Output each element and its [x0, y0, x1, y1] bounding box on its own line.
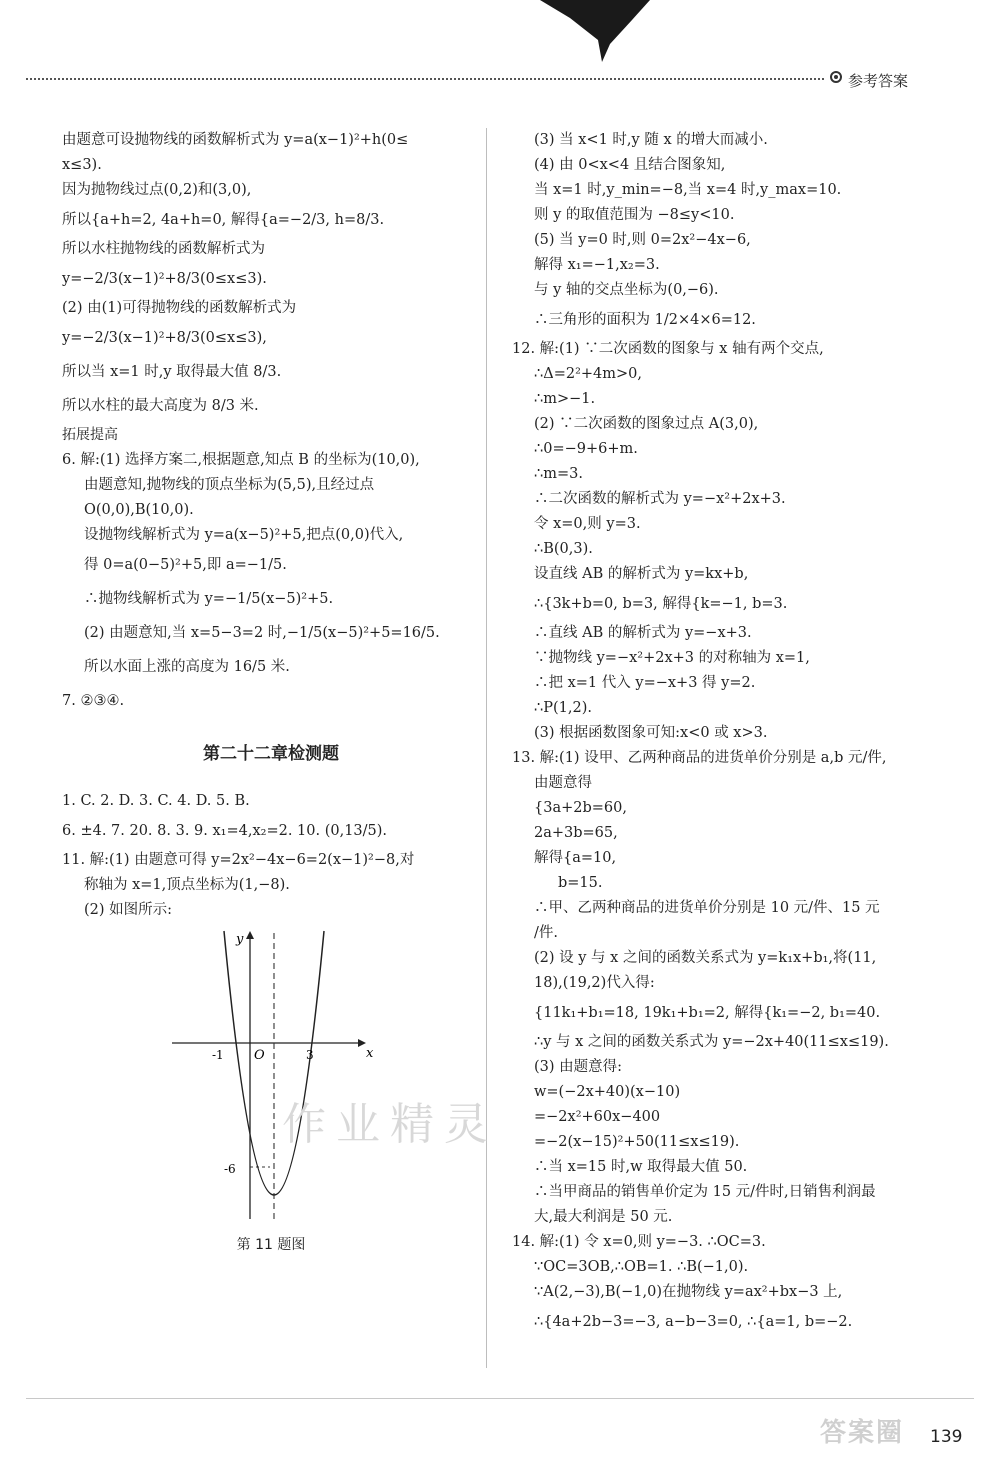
text-line: (3) 由题意得:	[534, 1059, 623, 1075]
text-line: 因为抛物线过点(0,2)和(3,0),	[62, 182, 252, 198]
text-line: (2) 由题意知,当 x=5−3=2 时,−1/5(x−5)²+5=16/5.	[84, 625, 440, 641]
text-line: ∵抛物线 y=−x²+2x+3 的对称轴为 x=1,	[534, 650, 810, 666]
text-line: 2a+3b=65,	[534, 825, 618, 841]
text-line: {11k₁+b₁=18, 19k₁+b₁=2, 解得{k₁=−2, b₁=40.	[534, 1005, 881, 1021]
text-line: y=−2/3(x−1)²+8/3(0≤x≤3).	[62, 271, 267, 287]
watermark-text: 作业精灵	[282, 1099, 498, 1150]
text-line: ∴抛物线解析式为 y=−1/5(x−5)²+5.	[84, 591, 334, 607]
text-line: 则 y 的取值范围为 −8≤y<10.	[534, 207, 735, 223]
text-line: 6. 解:(1) 选择方案二,根据题意,知点 B 的坐标为(10,0),	[62, 452, 420, 468]
text-line: 1. C. 2. D. 3. C. 4. D. 5. B.	[62, 793, 250, 809]
text-line: ∴{4a+2b−3=−3, a−b−3=0, ∴{a=1, b=−2.	[534, 1314, 853, 1330]
text-line: 18),(19,2)代入得:	[534, 975, 655, 991]
parabola-graph	[162, 929, 382, 1229]
text-line: /件.	[534, 925, 558, 941]
text-line: 解得 x₁=−1,x₂=3.	[534, 257, 660, 273]
text-line: 所以水面上涨的高度为 16/5 米.	[84, 659, 290, 675]
text-line: ∴0=−9+6+m.	[534, 441, 638, 457]
page-number: 139	[930, 1427, 963, 1447]
footer-rule	[26, 1398, 974, 1399]
text-line: (4) 由 0<x<4 且结合图象知,	[534, 157, 726, 173]
text-line: ∵A(2,−3),B(−1,0)在抛物线 y=ax²+bx−3 上,	[534, 1284, 843, 1300]
text-line: ∴二次函数的解析式为 y=−x²+2x+3.	[534, 491, 786, 507]
text-line: 设抛物线解析式为 y=a(x−5)²+5,把点(0,0)代入,	[84, 527, 404, 543]
y-axis-label: y	[236, 932, 244, 947]
text-line: ∴当 x=15 时,w 取得最大值 50.	[534, 1159, 748, 1175]
text-line: (3) 当 x<1 时,y 随 x 的增大而减小.	[534, 132, 768, 148]
chapter-title: 第二十二章检测题	[203, 744, 339, 764]
figure-caption: 第 11 题图	[236, 1237, 306, 1253]
text-line: 14. 解:(1) 令 x=0,则 y=−3. ∴OC=3.	[512, 1234, 766, 1250]
text-line: ∴P(1,2).	[534, 700, 592, 716]
text-line: (2) 如图所示:	[84, 902, 173, 918]
site-watermark: 答案圈	[820, 1418, 905, 1448]
text-line: (5) 当 y=0 时,则 0=2x²−4x−6,	[534, 232, 751, 248]
text-line: 解得{a=10,	[534, 850, 617, 866]
origin-label: O	[254, 1048, 265, 1063]
tick-label: 3	[306, 1048, 314, 1062]
text-line: 6. ±4. 7. 20. 8. 3. 9. x₁=4,x₂=2. 10. (0,13/5).	[62, 823, 388, 839]
text-line: (2) ∵二次函数的图象过点 A(3,0),	[534, 416, 759, 432]
header-bullet-icon	[830, 71, 842, 83]
text-line: {3a+2b=60,	[534, 800, 627, 816]
text-line: (2) 设 y 与 x 之间的函数关系式为 y=k₁x+b₁,将(11,	[534, 950, 877, 966]
text-line: 13. 解:(1) 设甲、乙两种商品的进货单价分别是 a,b 元/件,	[512, 750, 887, 766]
text-line: ∵OC=3OB,∴OB=1. ∴B(−1,0).	[534, 1259, 749, 1275]
text-line: y=−2/3(x−1)²+8/3(0≤x≤3),	[62, 330, 267, 346]
text-line: 7. ②③④.	[62, 693, 125, 709]
text-line: 所以{a+h=2, 4a+h=0, 解得{a=−2/3, h=8/3.	[62, 212, 385, 228]
text-line: 所以水柱的最大高度为 8/3 米.	[62, 398, 259, 414]
text-line: 大,最大利润是 50 元.	[534, 1209, 673, 1225]
text-line: 称轴为 x=1,顶点坐标为(1,−8).	[84, 877, 290, 893]
text-line: ∴y 与 x 之间的函数关系式为 y=−2x+40(11≤x≤19).	[534, 1034, 889, 1050]
text-line: ∴当甲商品的销售单价定为 15 元/件时,日销售利润最	[534, 1184, 876, 1200]
text-line: ∴m=3.	[534, 466, 583, 482]
text-line: 所以当 x=1 时,y 取得最大值 8/3.	[62, 364, 282, 380]
text-line: 设直线 AB 的解析式为 y=kx+b,	[534, 566, 749, 582]
text-line: ∴B(0,3).	[534, 541, 593, 557]
text-line: =−2x²+60x−400	[534, 1109, 661, 1125]
text-line: 令 x=0,则 y=3.	[534, 516, 641, 532]
text-line: w=(−2x+40)(x−10)	[534, 1084, 681, 1100]
text-line: 所以水柱抛物线的函数解析式为	[62, 241, 265, 257]
text-line: 11. 解:(1) 由题意可得 y=2x²−4x−6=2(x−1)²−8,对	[62, 852, 415, 868]
text-line: O(0,0),B(10,0).	[84, 502, 194, 518]
text-line: 由题意可设抛物线的函数解析式为 y=a(x−1)²+h(0≤	[62, 132, 409, 148]
text-line: ∴{3k+b=0, b=3, 解得{k=−1, b=3.	[534, 596, 788, 612]
x-axis-arrow-icon	[358, 1039, 366, 1047]
header-dotted-rule	[26, 78, 824, 80]
text-line: 由题意得	[534, 775, 592, 791]
text-line: ∴甲、乙两种商品的进货单价分别是 10 元/件、15 元	[534, 900, 880, 916]
text-line: b=15.	[558, 875, 603, 891]
text-line: 得 0=a(0−5)²+5,即 a=−1/5.	[84, 557, 287, 573]
x-axis-label: x	[366, 1046, 374, 1061]
text-line: 与 y 轴的交点坐标为(0,−6).	[534, 282, 719, 298]
right-column	[512, 128, 932, 1339]
text-line: 12. 解:(1) ∵二次函数的图象与 x 轴有两个交点,	[512, 341, 824, 357]
tick-label: -6	[224, 1162, 236, 1176]
section-heading: 拓展提高	[62, 427, 118, 443]
text-line: =−2(x−15)²+50(11≤x≤19).	[534, 1134, 740, 1150]
text-line: x≤3).	[62, 157, 102, 173]
text-line: ∴Δ=2²+4m>0,	[534, 366, 642, 382]
text-line: ∴直线 AB 的解析式为 y=−x+3.	[534, 625, 752, 641]
tick-label: -1	[212, 1048, 224, 1062]
header-section-title: 参考答案	[848, 72, 909, 90]
text-line: 当 x=1 时,y_min=−8,当 x=4 时,y_max=10.	[534, 182, 842, 198]
text-line: ∴m>−1.	[534, 391, 596, 407]
text-line: (2) 由(1)可得抛物线的函数解析式为	[62, 300, 297, 316]
text-line: ∴把 x=1 代入 y=−x+3 得 y=2.	[534, 675, 756, 691]
corner-decoration	[540, 0, 650, 70]
column-divider	[486, 128, 487, 1368]
text-line: 由题意知,抛物线的顶点坐标为(5,5),且经过点	[84, 477, 375, 493]
y-axis-arrow-icon	[246, 931, 254, 939]
text-line: (3) 根据函数图象可知:x<0 或 x>3.	[534, 725, 768, 741]
text-line: ∴三角形的面积为 1/2×4×6=12.	[534, 312, 756, 328]
